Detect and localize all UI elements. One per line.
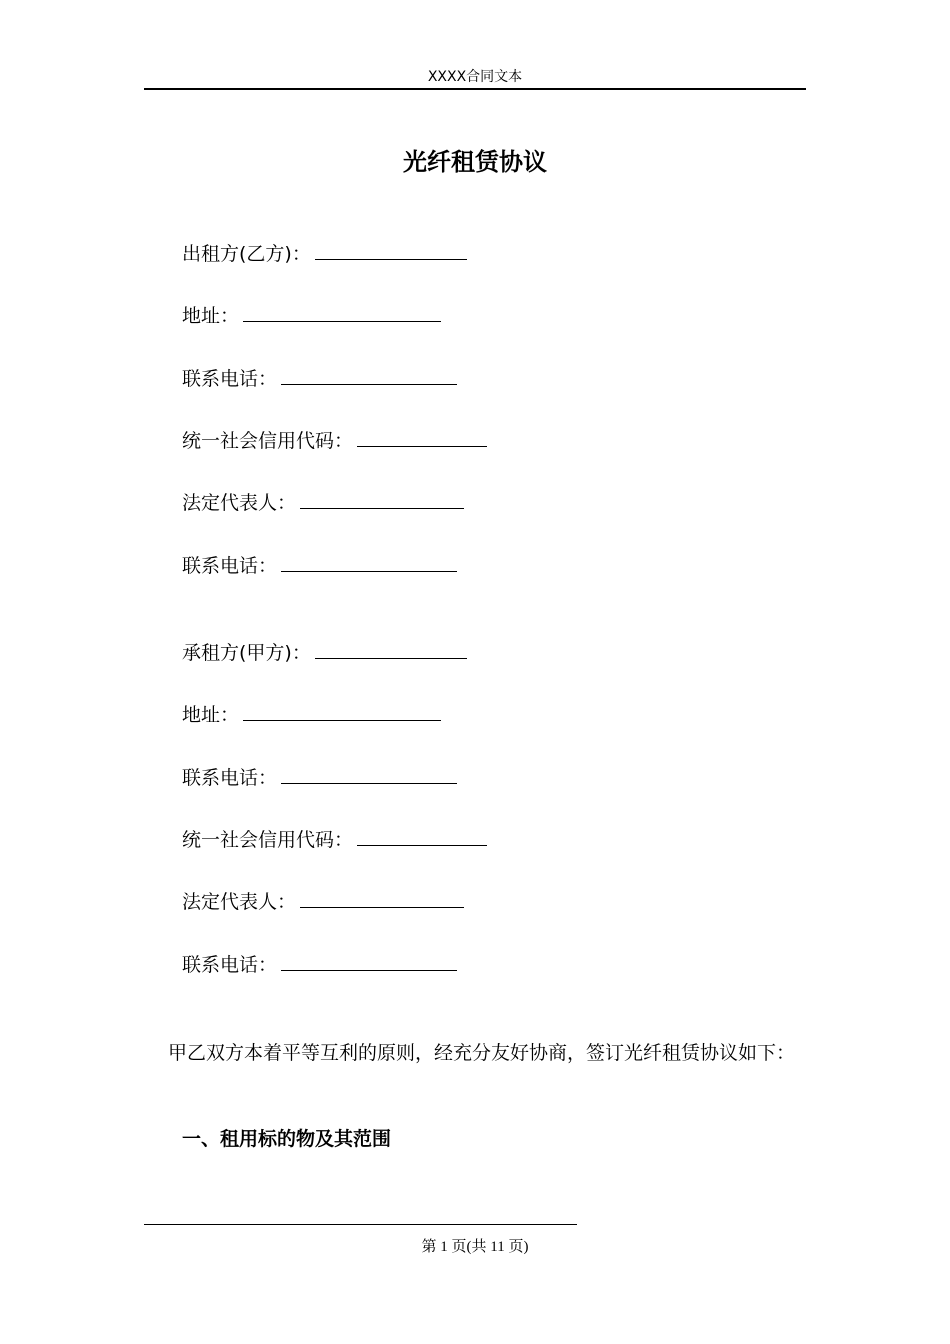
lessor-party-label: 出租方(乙方)： [182,243,311,265]
lessor-phone-blank[interactable] [281,366,457,385]
lessor-address-label: 地址： [182,305,240,327]
lessee-phone-blank[interactable] [281,765,457,784]
lessee-address-field [182,702,441,728]
section-1-heading: 一、租用标的物及其范围 [182,1128,392,1150]
lessee-phone2-field [182,952,457,978]
lessor-address-field [182,303,441,329]
lessee-credit-code-blank[interactable] [357,827,487,846]
lessor-legal-rep-field [182,490,464,516]
lessee-legal-rep-blank[interactable] [300,889,464,908]
header-rule [144,88,806,90]
lessee-credit-code-field [182,827,487,853]
lessor-phone2-field [182,553,457,579]
lessor-party-blank[interactable] [315,241,467,260]
lessee-party-field [182,640,467,666]
footer-rule [144,1224,577,1225]
lessee-legal-rep-field [182,889,464,915]
lessor-credit-code-label: 统一社会信用代码： [182,430,354,452]
lessee-phone2-label: 联系电话： [182,954,278,976]
lessee-party-label: 承租方(甲方)： [182,642,311,664]
lessor-phone-field [182,366,457,392]
page-number: 第 1 页(共 11 页) [421,1239,529,1255]
lessee-legal-rep-label: 法定代表人： [182,891,297,913]
lessor-credit-code-field [182,428,487,454]
lessee-address-label: 地址： [182,704,240,726]
lessor-party-field [182,241,467,267]
lessor-phone2-blank[interactable] [281,553,457,572]
lessee-phone2-blank[interactable] [281,952,457,971]
lessee-phone-label: 联系电话： [182,767,278,789]
lessee-credit-code-label: 统一社会信用代码： [182,829,354,851]
document-title: 光纤租赁协议 [403,148,547,176]
lessee-phone-field [182,765,457,791]
lessee-party-blank[interactable] [315,640,467,659]
lessee-address-blank[interactable] [243,702,441,721]
lessor-phone-label: 联系电话： [182,368,278,390]
lessor-legal-rep-blank[interactable] [300,490,464,509]
lessor-address-blank[interactable] [243,303,441,322]
intro-paragraph: 甲乙双方本着平等互利的原则，经充分友好协商，签订光纤租赁协议如下： [168,1042,796,1064]
page-header: XXXX合同文本 [427,69,523,85]
lessor-phone2-label: 联系电话： [182,555,278,577]
lessor-credit-code-blank[interactable] [357,428,487,447]
lessor-legal-rep-label: 法定代表人： [182,492,297,514]
